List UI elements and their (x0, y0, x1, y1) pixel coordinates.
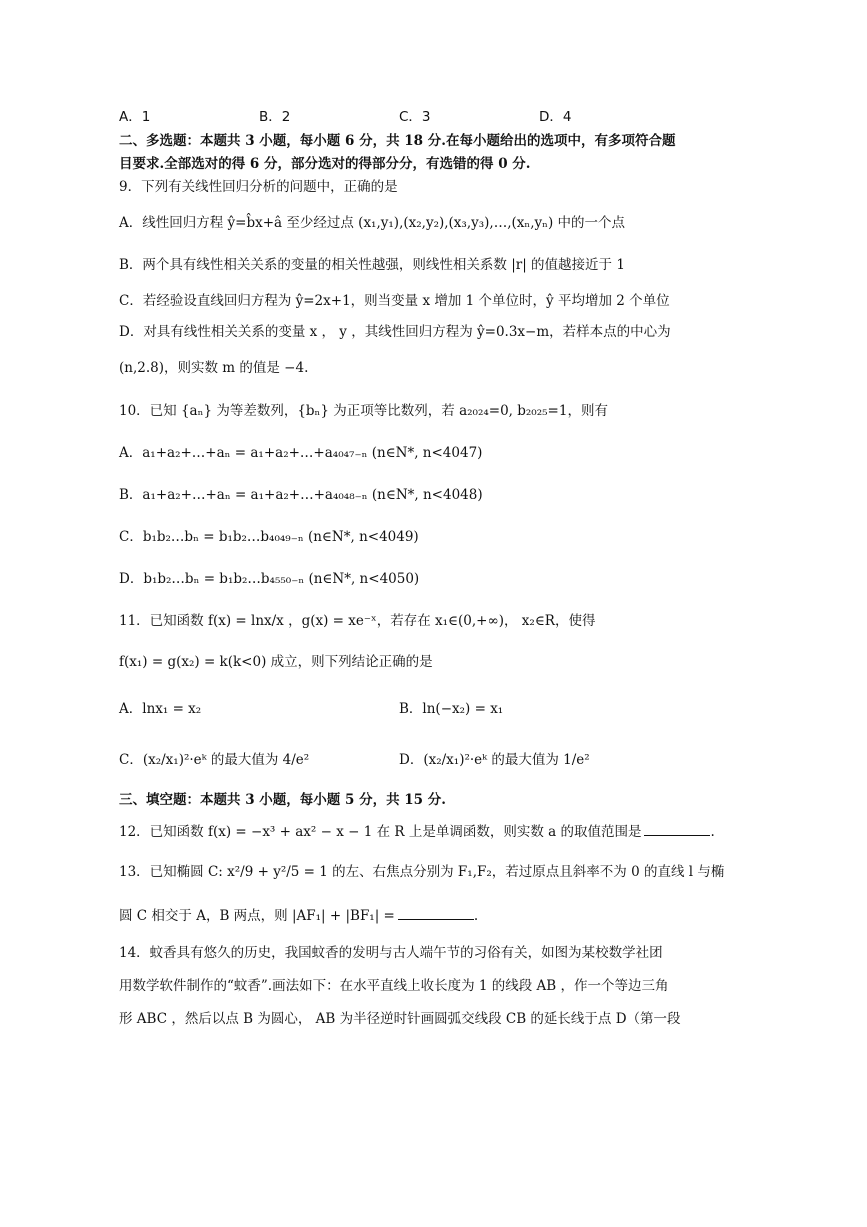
q12-text: 12．已知函数 f(x) = −x³ + ax² − x − 1 在 R 上是单调函数，则实数 a 的取值范围是 (119, 824, 642, 840)
q8-option-d: D．4 (539, 109, 572, 125)
q11-stem: 11．已知函数 f(x) = lnx/x ，g(x) = xe⁻ˣ，若存在 x₁∈(0,+∞)， x₂∈R，使得 (119, 613, 596, 629)
q11-option-d: D．(x₂/x₁)²·eᵏ 的最大值为 1/e² (399, 752, 590, 768)
q13-line1: 13．已知椭圆 C: x²/9 + y²/5 = 1 的左、右焦点分别为 F₁,F₂，若过原点且斜率不为 0 的直线 l 与椭 (119, 864, 725, 880)
q10-stem: 10．已知 {aₙ} 为等差数列，{bₙ} 为正项等比数列，若 a₂₀₂₄=0, b₂₀₂₅=1，则有 (119, 403, 608, 419)
q10-option-a: A．a₁+a₂+…+aₙ = a₁+a₂+…+a₄₀₄₇₋ₙ (n∈N*, n<4047) (119, 445, 483, 461)
q10-option-b: B．a₁+a₂+…+aₙ = a₁+a₂+…+a₄₀₄₈₋ₙ (n∈N*, n<4048) (119, 487, 483, 503)
q12-end: . (710, 824, 715, 840)
q14-line1: 14．蚊香具有悠久的历史，我国蚊香的发明与古人端午节的习俗有关，如图为某校数学社团 (119, 945, 663, 961)
q12-answer-blank (644, 822, 710, 836)
section2-heading-line1: 二、多选题：本题共 3 小题，每小题 6 分，共 18 分.在每小题给出的选项中，有多项符合题 (119, 133, 676, 149)
q9-option-a: A．线性回归方程 ŷ=b̂x+â 至少经过点 (x₁,y₁),(x₂,y₂),(x₃,y₃),…,(xₙ,yₙ) 中的一个点 (119, 215, 626, 231)
q11-option-a: A．lnx₁ = x₂ (119, 701, 202, 717)
q9-option-d-line1: D．对具有线性相关关系的变量 x ， y ，其线性回归方程为 ŷ=0.3x−m，若样本点的中心为 (119, 324, 671, 340)
q13-answer-blank (398, 906, 474, 920)
q11-stem-line2: f(x₁) = g(x₂) = k(k<0) 成立，则下列结论正确的是 (119, 654, 433, 670)
q11-option-b: B．ln(−x₂) = x₁ (399, 701, 504, 717)
section2-heading-line2: 目要求.全部选对的得 6 分，部分选对的得部分分，有选错的得 0 分. (119, 156, 531, 172)
q8-option-a: A．1 (119, 109, 151, 125)
q9-option-d-line2: (n,2.8)，则实数 m 的值是 −4. (119, 360, 309, 376)
q10-option-d: D．b₁b₂…bₙ = b₁b₂…b₄₅₅₀₋ₙ (n∈N*, n<4050) (119, 571, 420, 587)
q9-stem: 9．下列有关线性回归分析的问题中，正确的是 (119, 179, 398, 195)
q8-option-b: B．2 (259, 109, 291, 125)
q12-line (119, 822, 715, 841)
section3-heading: 三、填空题：本题共 3 小题，每小题 5 分，共 15 分. (119, 792, 446, 808)
q10-option-c: C．b₁b₂…bₙ = b₁b₂…b₄₀₄₉₋ₙ (n∈N*, n<4049) (119, 529, 419, 545)
q14-line3: 形 ABC ，然后以点 B 为圆心， AB 为半径逆时针画圆弧交线段 CB 的延长线于点 D（第一段 (119, 1011, 681, 1027)
q9-option-c: C．若经验设直线回归方程为 ŷ=2x+1，则当变量 x 增加 1 个单位时，ŷ 平均增加 2 个单位 (119, 293, 670, 309)
q14-line2: 用数学软件制作的“蚊香”.画法如下：在水平直线上收长度为 1 的线段 AB ，作一个等边三角 (119, 978, 669, 994)
q9-option-b: B．两个具有线性相关关系的变量的相关性越强，则线性相关系数 |r| 的值越接近于 1 (119, 257, 625, 273)
q13-end: . (473, 908, 479, 924)
q13-text: 圆 C 相交于 A，B 两点，则 |AF₁| + |BF₁| = (119, 908, 395, 924)
q13-line2 (119, 906, 478, 925)
q8-option-c: C．3 (399, 109, 431, 125)
q11-option-c: C．(x₂/x₁)²·eᵏ 的最大值为 4/e² (119, 752, 310, 768)
